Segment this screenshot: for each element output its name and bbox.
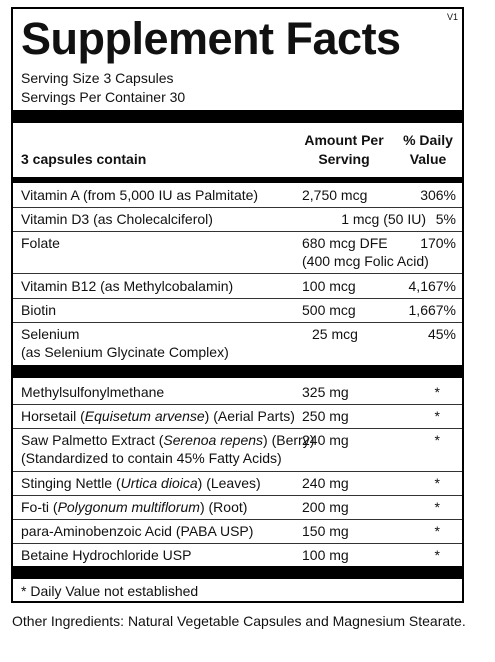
thick-divider-bottom — [13, 566, 462, 579]
ingredient-dv: * — [434, 384, 440, 400]
other-ingredients: Other Ingredients: Natural Vegetable Capsules and Magnesium Stearate. — [12, 613, 466, 629]
ingredient-amount: 325 mg — [302, 384, 349, 400]
ingredient-name — [21, 498, 247, 516]
ingredient-latin-name: Equisetum arvense — [84, 408, 205, 424]
nutrient-dv: 5% — [435, 211, 456, 227]
header-divider — [13, 177, 462, 183]
row-rule — [13, 495, 462, 496]
nutrient-name: Folate — [21, 235, 60, 251]
nutrient-dv: 45% — [427, 326, 456, 342]
header-dv-line1: % Daily — [403, 132, 453, 148]
nutrient-name-detail: (as Selenium Glycinate Complex) — [21, 344, 229, 360]
nutrient-dv: 306% — [420, 187, 456, 203]
ingredient-name-pre: Saw Palmetto Extract ( — [21, 432, 164, 448]
header-amount-line2: Serving — [318, 151, 370, 167]
ingredient-name-pre: Fo-ti ( — [21, 499, 58, 515]
nutrient-amount: 2,750 mcg — [302, 187, 368, 203]
row-rule — [13, 519, 462, 520]
nutrient-dv: 1,667% — [408, 302, 456, 318]
nutrient-dv: 170% — [420, 235, 456, 251]
ingredient-amount: 150 mg — [302, 523, 349, 539]
row-rule — [13, 543, 462, 544]
ingredient-name — [21, 407, 295, 425]
ingredient-amount: 250 mg — [302, 408, 349, 424]
ingredient-name-post: ) (Berry) — [263, 432, 315, 448]
nutrient-name: Biotin — [21, 302, 57, 318]
nutrient-dv: 4,167% — [408, 278, 456, 294]
ingredient-latin-name: Serenoa repens — [163, 432, 264, 448]
servings-per-container: Servings Per Container 30 — [21, 89, 186, 105]
ingredient-name-pre: Stinging Nettle ( — [21, 475, 121, 491]
row-rule — [13, 207, 462, 208]
ingredient-dv: * — [434, 432, 440, 448]
ingredient-name-post: ) (Root) — [199, 499, 248, 515]
ingredient-amount: 240 mg — [302, 432, 349, 448]
nutrient-amount: 1 mcg (50 IU) — [341, 211, 426, 227]
panel-title: Supplement Facts — [21, 13, 401, 64]
ingredient-name — [21, 431, 314, 449]
thick-divider-top — [13, 110, 462, 123]
header-amount-per-serving — [299, 131, 389, 169]
ingredient-latin-name: Polygonum multiflorum — [57, 499, 200, 515]
ingredient-name: Methylsulfonylmethane — [21, 384, 165, 400]
ingredient-name: Betaine Hydrochloride USP — [21, 547, 192, 563]
ingredient-amount: 200 mg — [302, 499, 349, 515]
nutrient-amount: 100 mcg — [302, 278, 356, 294]
ingredient-dv: * — [434, 499, 440, 515]
nutrient-name: Vitamin D3 (as Cholecalciferol) — [21, 211, 213, 227]
ingredient-dv: * — [434, 408, 440, 424]
ingredient-amount: 240 mg — [302, 475, 349, 491]
row-rule — [13, 428, 462, 429]
header-contains: 3 capsules contain — [21, 151, 147, 167]
serving-size: Serving Size 3 Capsules — [21, 70, 174, 86]
row-rule — [13, 298, 462, 299]
ingredient-dv: * — [434, 523, 440, 539]
row-rule — [13, 231, 462, 232]
nutrient-amount: 25 mcg — [312, 326, 358, 342]
version-label: V1 — [446, 12, 458, 22]
thick-divider-middle — [13, 365, 462, 378]
row-rule — [13, 322, 462, 323]
ingredient-name-detail: (Standardized to contain 45% Fatty Acids) — [21, 450, 282, 466]
header-daily-value — [398, 131, 458, 169]
ingredient-name-pre: Horsetail ( — [21, 408, 85, 424]
nutrient-name: Vitamin A (from 5,000 IU as Palmitate) — [21, 187, 259, 203]
nutrient-name: Selenium — [21, 326, 80, 342]
ingredient-dv: * — [434, 547, 440, 563]
nutrient-amount: 500 mcg — [302, 302, 356, 318]
header-dv-line2: Value — [409, 151, 447, 167]
ingredient-dv: * — [434, 475, 440, 491]
row-rule — [13, 273, 462, 274]
nutrient-amount: 680 mcg DFE — [302, 235, 388, 251]
ingredient-name-post: ) (Aerial Parts) — [204, 408, 295, 424]
supplement-facts-panel — [11, 7, 464, 603]
row-rule — [13, 404, 462, 405]
ingredient-name: para-Aminobenzoic Acid (PABA USP) — [21, 523, 254, 539]
nutrient-name: Vitamin B12 (as Methylcobalamin) — [21, 278, 234, 294]
row-rule — [13, 471, 462, 472]
ingredient-amount: 100 mg — [302, 547, 349, 563]
ingredient-latin-name: Urtica dioica — [120, 475, 198, 491]
ingredient-name — [21, 474, 261, 492]
header-amount-line1: Amount Per — [304, 132, 384, 148]
ingredient-name-post: ) (Leaves) — [197, 475, 261, 491]
footnote: * Daily Value not established — [21, 583, 199, 599]
nutrient-amount-detail: (400 mcg Folic Acid) — [302, 253, 429, 269]
